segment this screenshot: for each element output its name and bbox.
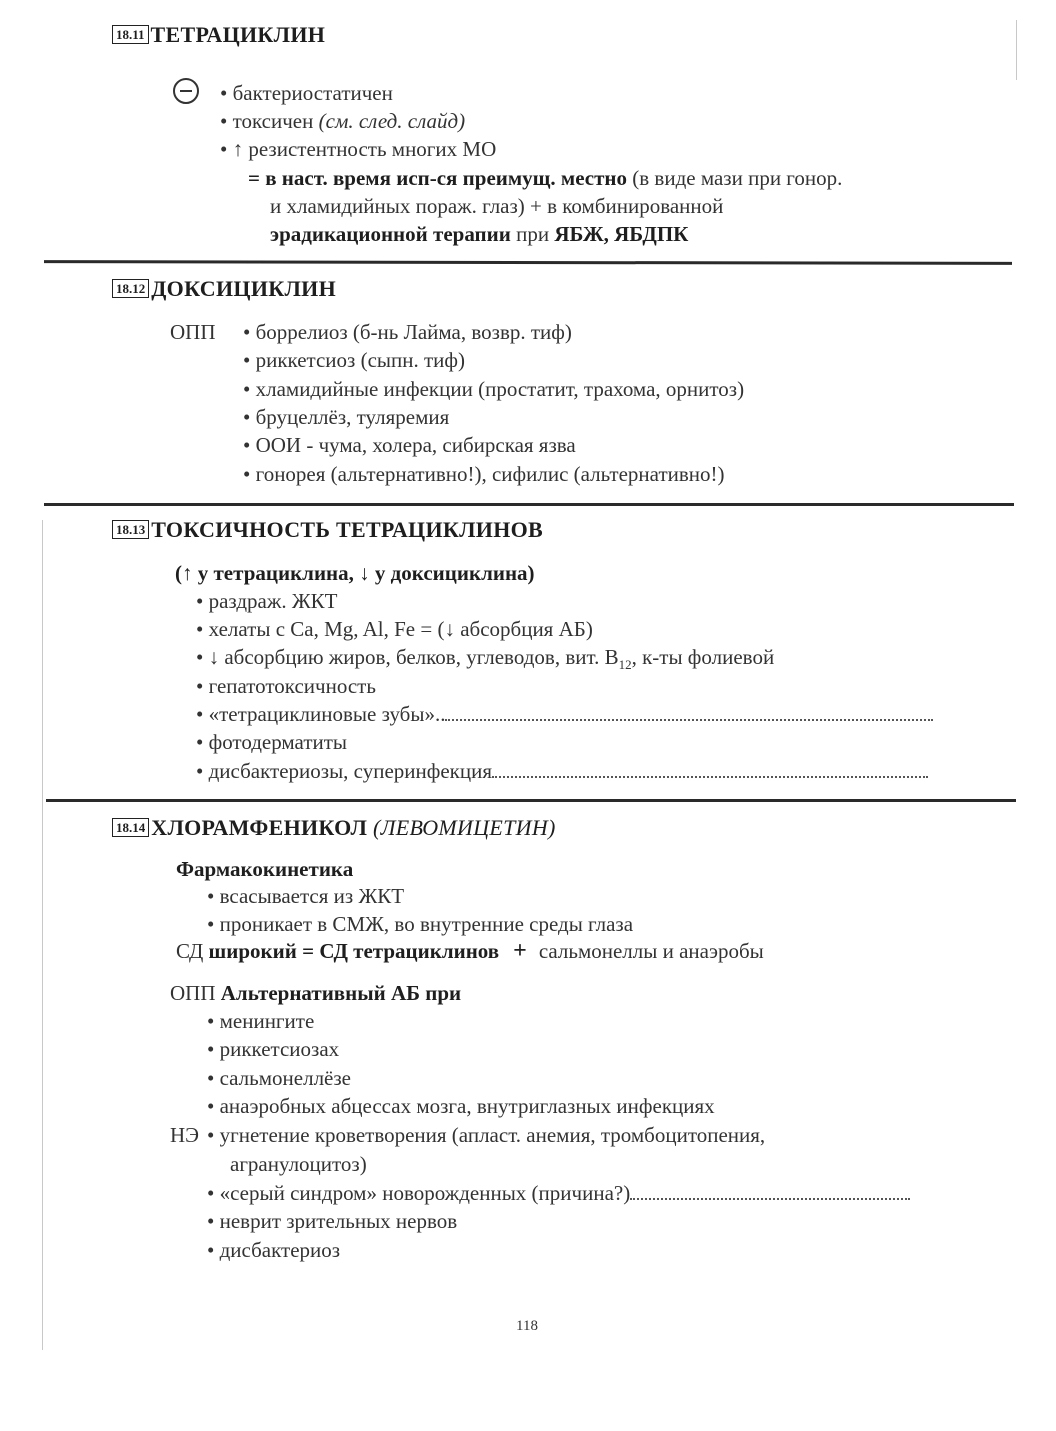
bullet-bacteriostatic: • бактериостатичен <box>220 81 393 105</box>
scan-edge-right <box>1016 20 1017 80</box>
list-item: • бруцеллёз, туляремия <box>243 405 450 429</box>
usage-line-1: = в наст. время исп-ся преимущ. местно (в виде мази при гонор. <box>248 166 843 190</box>
list-item: • хламидийные инфекции (простатит, трахома, орнитоз) <box>243 377 745 401</box>
list-item: • фотодерматиты <box>196 730 348 754</box>
list-item: • ООИ - чума, холера, сибирская язва <box>243 433 576 457</box>
list-item: • анаэробных абцессах мозга, внутриглазных инфекциях <box>207 1094 715 1118</box>
section-number: 18.14 <box>112 818 149 837</box>
section-title: ТОКСИЧНОСТЬ ТЕТРАЦИКЛИНОВ <box>151 517 544 542</box>
list-item: • проникает в СМЖ, во внутренние среды глаза <box>207 912 634 936</box>
section-18-14-header <box>112 815 556 841</box>
list-item: • хелаты с Ca, Mg, Al, Fe = (↓ абсорбция АБ) <box>196 617 593 641</box>
bullet-toxic: • токсичен (см. след. слайд) <box>220 109 466 133</box>
list-item: • гонорея (альтернативно!), сифилис (альтернативно!) <box>243 462 725 486</box>
section-number: 18.11 <box>112 25 149 44</box>
divider <box>44 503 1014 506</box>
toxicity-subtitle: (↑ у тетрациклина, ↓ у доксициклина) <box>175 561 535 585</box>
list-item: • боррелиоз (б-нь Лайма, возвр. тиф) <box>243 320 572 344</box>
bullet-resistance: • ↑ резистентность многих МО <box>220 137 497 161</box>
page-number: 118 <box>516 1318 538 1334</box>
list-item: • раздраж. ЖКТ <box>196 589 338 613</box>
list-item: • неврит зрительных нервов <box>207 1209 458 1233</box>
section-18-11-header <box>112 22 325 48</box>
section-number: 18.12 <box>112 279 149 298</box>
usage-line-3: эрадикационной терапии при ЯБЖ, ЯБДПК <box>270 222 689 246</box>
section-number: 18.13 <box>112 520 149 539</box>
scan-edge-left <box>42 520 43 1350</box>
list-item-continuation: агранулоцитоз) <box>230 1152 367 1176</box>
list-item: • дисбактериозы, суперинфекция <box>196 757 928 785</box>
list-item: • дисбактериоз <box>207 1238 341 1262</box>
list-item: • риккетсиоз (сыпн. тиф) <box>243 348 465 372</box>
list-item: • всасывается из ЖКТ <box>207 884 405 908</box>
dotted-fill <box>492 762 928 778</box>
section-18-13-header <box>112 517 543 543</box>
dotted-fill <box>630 1184 910 1200</box>
section-title: ХЛОРАМФЕНИКОЛ <box>151 815 373 840</box>
pharmacokinetics-heading: Фармакокинетика <box>176 857 354 881</box>
divider <box>44 260 1012 265</box>
section-title: ТЕТРАЦИКЛИН <box>150 22 326 47</box>
list-item: • гепатотоксичность <box>196 674 376 698</box>
list-item: • риккетсиозах <box>207 1037 340 1061</box>
divider <box>46 799 1016 802</box>
section-title-alt: (ЛЕВОМИЦЕТИН) <box>372 815 556 840</box>
list-item: • менингите <box>207 1009 315 1033</box>
list-item: • угнетение кроветворения (апласт. анемия, тромбоцитопения, <box>207 1123 766 1147</box>
list-item: • сальмонеллёзе <box>207 1066 351 1090</box>
opp-line: ОПП Альтернативный АБ при <box>170 981 462 1005</box>
list-item: • «серый синдром» новорожденных (причина?) <box>207 1179 910 1207</box>
usage-line-2: и хламидийных пораж. глаз) + в комбинированной <box>270 194 724 218</box>
list-item: • «тетрациклиновые зубы».. <box>196 700 933 728</box>
section-18-12-header <box>112 276 336 302</box>
dotted-fill <box>445 705 933 721</box>
list-item: • ↓ абсорбцию жиров, белков, углеводов, вит. $B_{12}$, к-ты фолиевой <box>196 645 775 673</box>
opp-label: ОПП <box>170 320 216 344</box>
ne-label: НЭ <box>170 1123 200 1147</box>
spectrum-line: СД широкий = СД тетрациклинов + сальмонеллы и анаэробы <box>176 938 764 964</box>
minus-circle-icon <box>173 78 199 104</box>
section-title: ДОКСИЦИКЛИН <box>151 276 336 301</box>
